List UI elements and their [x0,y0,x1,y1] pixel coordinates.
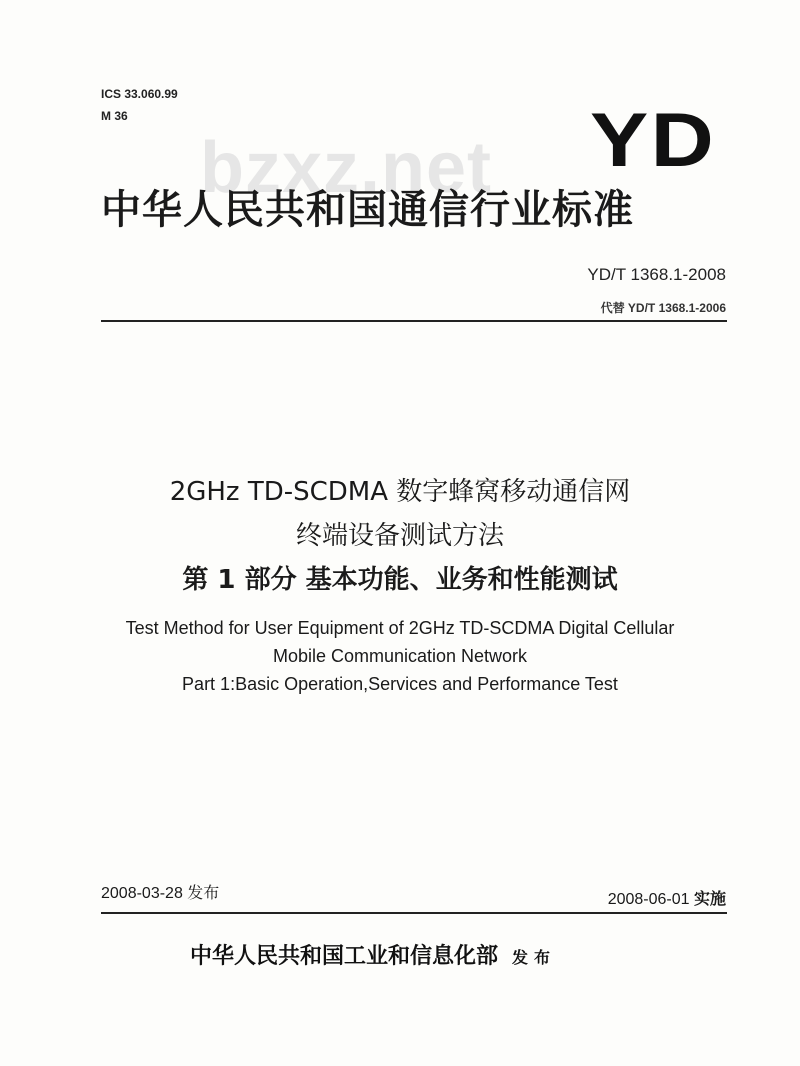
effective-date-block [608,888,726,911]
english-title-line-1: Test Method for User Equipment of 2GHz TD-SCDMA Digital Cellular [125,618,675,638]
standard-number: YD/T 1368.1-2008 [587,265,726,284]
chinese-title-line-2: 终端设备测试方法 [295,521,504,551]
yd-logo: YD [590,98,717,183]
release-date: 2008-03-28 [101,885,183,902]
chinese-title-line-1: 2GHz TD-SCDMA 数字蜂窝移动通信网 [169,477,631,507]
english-title [60,614,740,698]
watermark: bzxz.net [200,128,493,208]
issuer-name: 中华人民共和国工业和信息化部 [190,944,499,969]
ccs-code: M 36 [101,109,128,123]
standard-category-title: 中华人民共和国通信行业标准 [101,187,634,233]
top-divider [101,320,727,322]
classification-codes [101,83,178,127]
issuing-authority [190,940,556,975]
effective-date: 2008-06-01 [607,891,690,908]
english-title-line-3: Part 1:Basic Operation,Services and Performance Test [182,674,618,694]
english-title-line-2: Mobile Communication Network [272,646,528,666]
effective-label: 实施 [693,889,726,908]
release-date-block [101,882,219,905]
chinese-title-line-3: 第 1 部分 基本功能、业务和性能测试 [182,565,618,595]
release-label: 发布 [187,883,220,902]
issuer-action: 发布 [512,948,557,967]
replaces-standard: 代替 YD/T 1368.1-2006 [600,301,726,315]
ics-code: ICS 33.060.99 [101,87,178,101]
bottom-divider [101,912,727,914]
chinese-title [60,470,740,602]
